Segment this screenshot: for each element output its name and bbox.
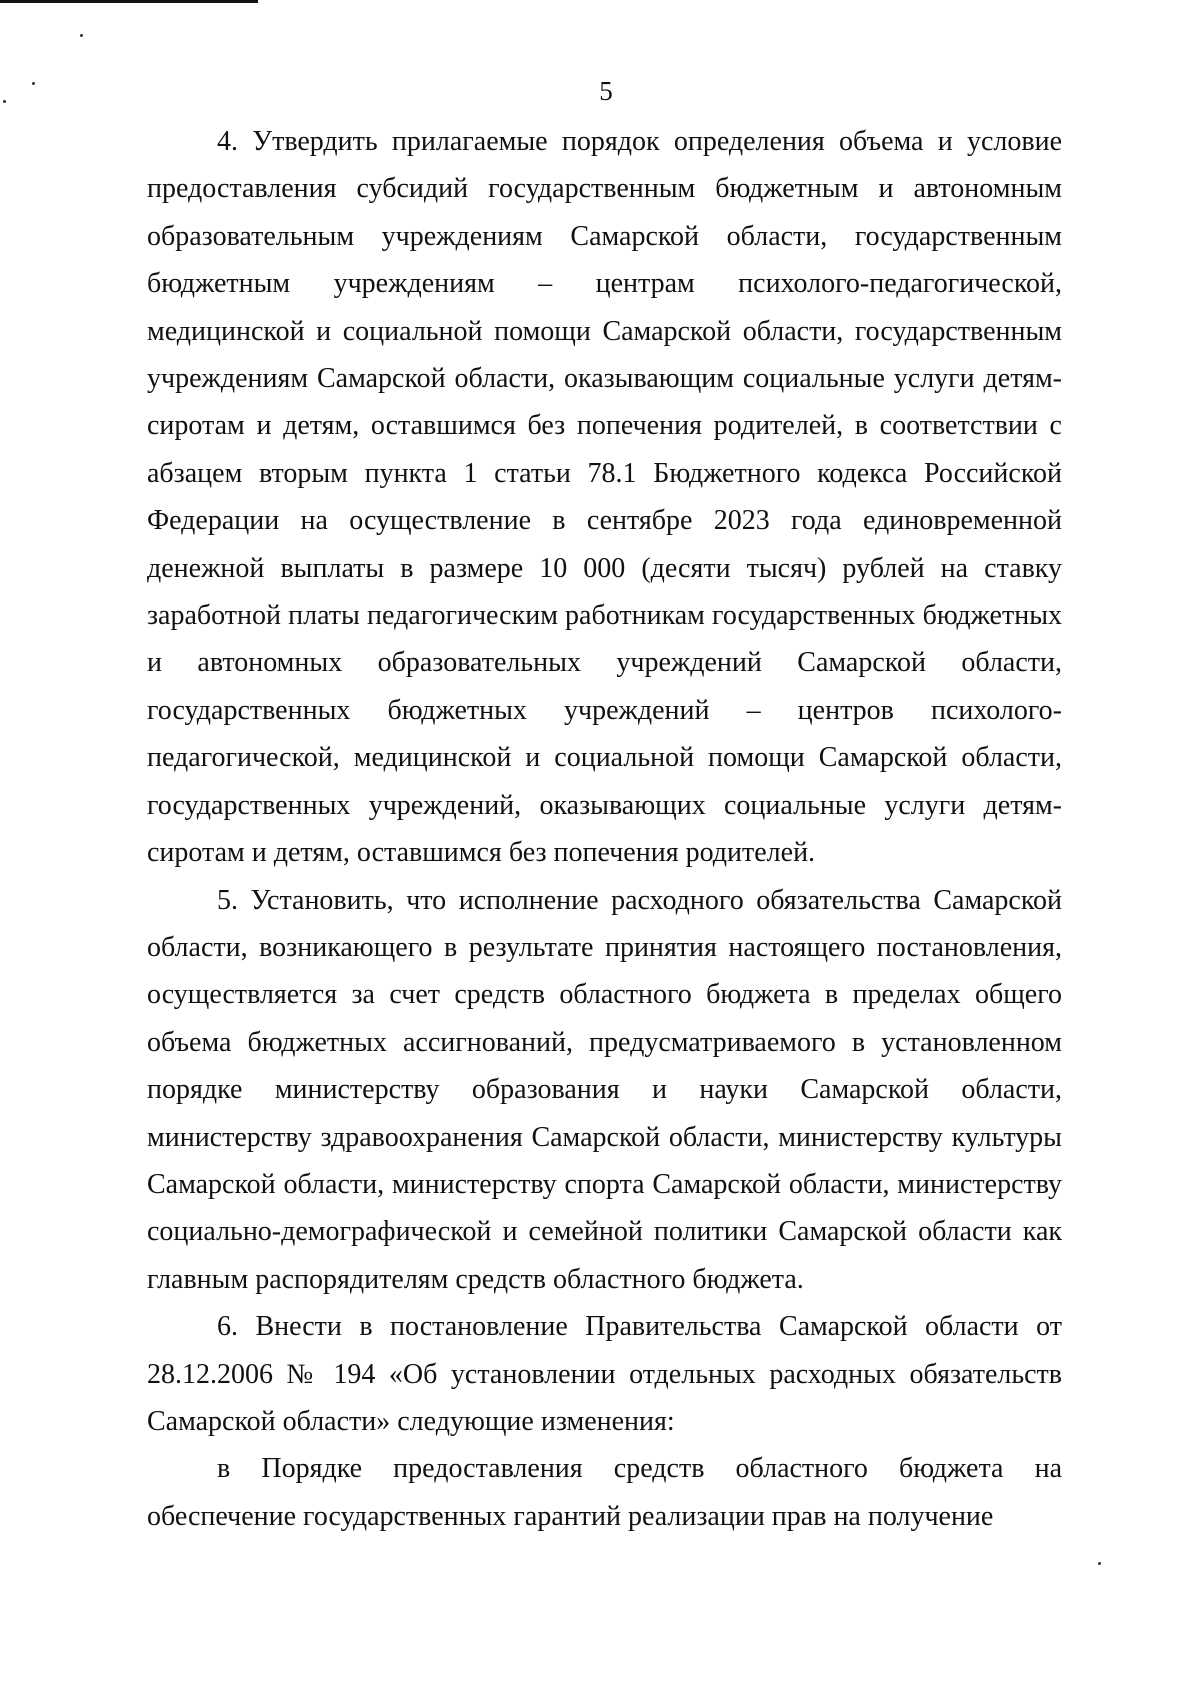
scan-speck	[80, 34, 83, 37]
page-number: 5	[599, 76, 613, 106]
scan-speck	[1098, 1562, 1101, 1565]
top-edge-rule	[0, 0, 258, 3]
paragraph-item-6: 6. Внести в постановление Правительства Самарской области от 28.12.2006 № 194 «Об установлении отдельных расходных обязательств Самарской области» следующие изменения:	[147, 1311, 1062, 1437]
document-body	[147, 118, 1062, 1540]
paragraph-item-4: 4. Утвердить прилагаемые порядок определения объема и условие предоставления субсидий государственным бюджетным и автономным образовательным учреждениям Самарской области, государственным бюджетным учреждениям – центрам психолого-педагогической, медицинской и социальной помощи Самарской области, государственным учреждениям Самарской области, оказывающим социальные услуги детям-сиротам и детям, оставшимся без попечения родителей, в соответствии с абзацем вторым пункта 1 статьи 78.1 Бюджетного кодекса Российской Федерации на осуществление в сентябре 2023 года единовременной денежной выплаты в размере 10 000 (десяти тысяч) рублей на ставку заработной платы педагогическим работникам государственных бюджетных и автономных образовательных учреждений Самарской области, государственных бюджетных учреждений – центров психолого-педагогической, медицинской и социальной помощи Самарской области, государственных учреждений, оказывающих социальные услуги детям-сиротам и детям, оставшимся без попечения родителей.	[147, 126, 1062, 869]
paragraph-item-6-subitem: в Порядке предоставления средств областного бюджета на обеспечение государственных гарантий реализации прав на получение	[147, 1453, 1062, 1532]
paragraph-item-5: 5. Установить, что исполнение расходного обязательства Самарской области, возникающего в результате принятия настоящего постановления, осуществляется за счет средств областного бюджета в пределах общего объема бюджетных ассигнований, предусматриваемого в установленном порядке министерству образования и науки Самарской области, министерству здравоохранения Самарской области, министерству культуры Самарской области, министерству спорта Самарской области, министерству социально-демографической и семейной политики Самарской области как главным распорядителям средств областного бюджета.	[147, 884, 1062, 1295]
